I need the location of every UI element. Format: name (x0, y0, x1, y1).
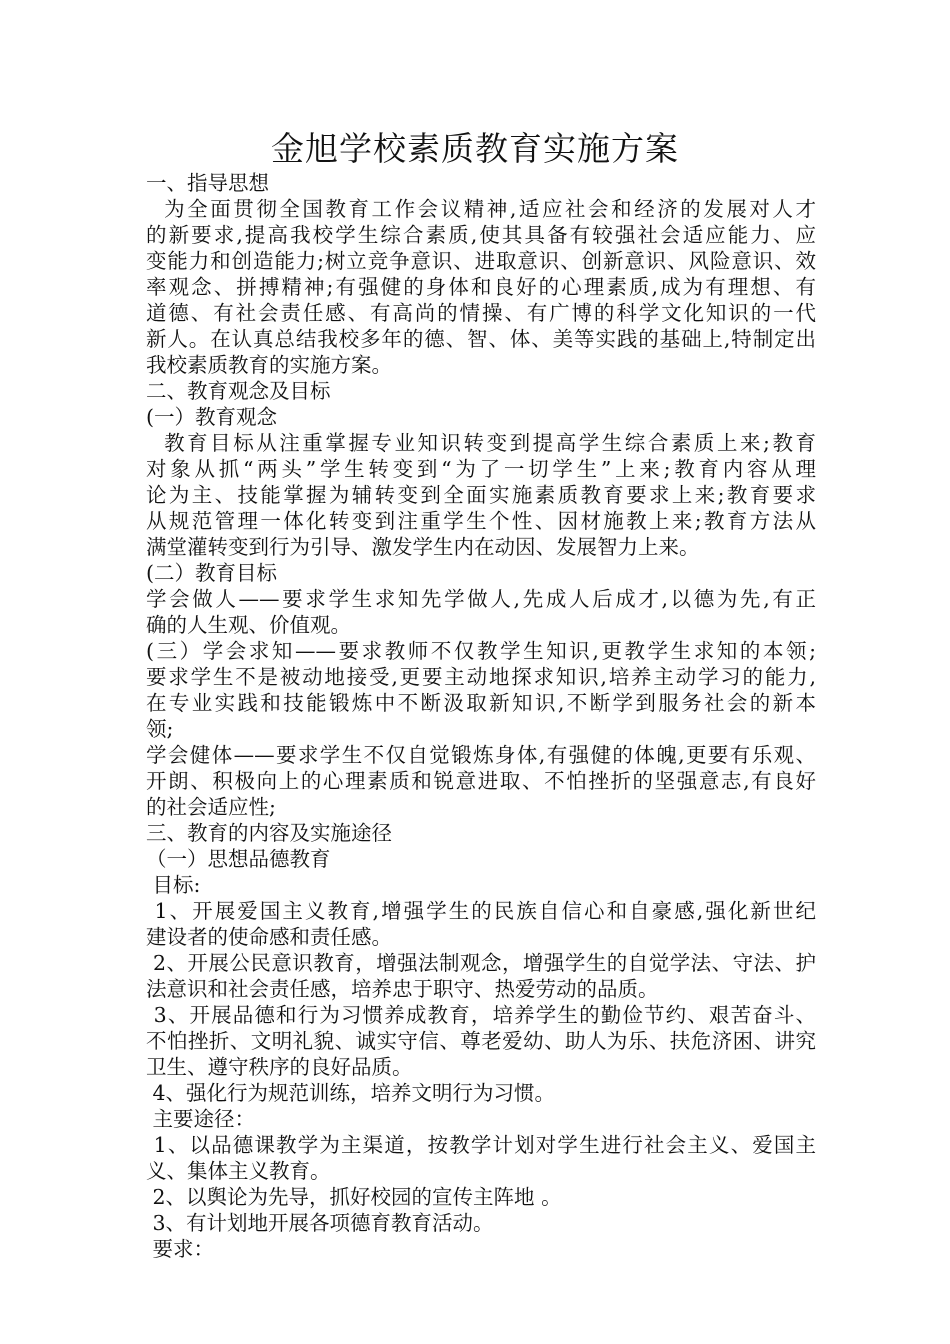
label-requirements: 要求： (146, 1237, 215, 1261)
list-item-line: 法意识和社会责任感，培养忠于职守、热爱劳动的品质。 (146, 977, 659, 1001)
list-item-line: 建设者的使命感和责任感。 (146, 925, 392, 949)
heading-content-methods: 三、教育的内容及实施途径 (146, 821, 392, 845)
paragraph-line: 的社会适应性; (146, 795, 276, 819)
list-item-line: 义、集体主义教育。 (146, 1159, 331, 1183)
list-item-line: 3、开展品德和行为习惯养成教育，培养学生的勤俭节约、艰苦奋斗、 (146, 1003, 816, 1027)
paragraph-line: 的新要求,提高我校学生综合素质,使其具备有较强社会适应能力、应 (146, 223, 816, 247)
paragraph-line: 我校素质教育的实施方案。 (146, 353, 392, 377)
paragraph-line: (三）学会求知——要求教师不仅教学生知识,更教学生求知的本领; (146, 639, 816, 663)
list-item-line: 不怕挫折、文明礼貌、诚实守信、尊老爱幼、助人为乐、扶危济困、讲究 (146, 1029, 816, 1053)
subheading-goals: (二）教育目标 (146, 561, 277, 585)
subheading-concepts: (一）教育观念 (146, 405, 277, 429)
paragraph-line: 教育目标从注重掌握专业知识转变到提高学生综合素质上来;教育 (146, 431, 816, 455)
document-body (146, 170, 816, 1262)
list-item-line: 1、开展爱国主义教育,增强学生的民族自信心和自豪感,强化新世纪 (146, 899, 816, 923)
list-item-line: 3、有计划地开展各项德育教育活动。 (146, 1211, 494, 1235)
paragraph-line: 开朗、积极向上的心理素质和锐意进取、不怕挫折的坚强意志,有良好 (146, 769, 816, 793)
paragraph-line: 学会健体——要求学生不仅自觉锻炼身体,有强健的体魄,更要有乐观、 (146, 743, 816, 767)
document-title: 金旭学校素质教育实施方案 (271, 129, 679, 168)
paragraph-line: 对象从抓“两头”学生转变到“为了一切学生”上来;教育内容从理 (146, 457, 816, 481)
paragraph-line: 为全面贯彻全国教育工作会议精神,适应社会和经济的发展对人才 (146, 197, 816, 221)
paragraph-line: 领; (146, 717, 174, 741)
subheading-moral-education: （一）思想品德教育 (146, 847, 331, 871)
list-item-line: 卫生、遵守秩序的良好品质。 (146, 1055, 413, 1079)
label-main-methods: 主要途径： (146, 1107, 256, 1131)
paragraph-line: 道德、有社会责任感、有高尚的情操、有广博的科学文化知识的一代 (146, 301, 816, 325)
list-item-line: 1、以品德课教学为主渠道，按教学计划对学生进行社会主义、爱国主 (146, 1133, 816, 1157)
paragraph-line: 变能力和创造能力;树立竞争意识、进取意识、创新意识、风险意识、效 (146, 249, 816, 273)
heading-concepts-goals: 二、教育观念及目标 (146, 379, 331, 403)
paragraph-line: 新人。在认真总结我校多年的德、智、体、美等实践的基础上,特制定出 (146, 327, 816, 351)
list-item-line: 2、以舆论为先导，抓好校园的宣传主阵地 。 (146, 1185, 562, 1209)
paragraph-line: 在专业实践和技能锻炼中不断汲取新知识,不断学到服务社会的新本 (146, 691, 816, 715)
heading-guiding-thought: 一、指导思想 (146, 171, 269, 195)
paragraph-line: 满堂灌转变到行为引导、激发学生内在动因、发展智力上来。 (146, 535, 700, 559)
paragraph-line: 率观念、拼搏精神;有强健的身体和良好的心理素质,成为有理想、有 (146, 275, 816, 299)
list-item-line: 2、开展公民意识教育，增强法制观念，增强学生的自觉学法、守法、护 (146, 951, 816, 975)
paragraph-line: 要求学生不是被动地接受,更要主动地探求知识,培养主动学习的能力, (146, 665, 816, 689)
paragraph-line: 确的人生观、价值观。 (146, 613, 351, 637)
paragraph-line: 论为主、技能掌握为辅转变到全面实施素质教育要求上来;教育要求 (146, 483, 816, 507)
list-item-line: 4、强化行为规范训练，培养文明行为习惯。 (146, 1081, 556, 1105)
paragraph-line: 从规范管理一体化转变到注重学生个性、因材施教上来;教育方法从 (146, 509, 816, 533)
paragraph-line: 学会做人——要求学生求知先学做人,先成人后成才,以德为先,有正 (146, 587, 816, 611)
label-objectives: 目标: (146, 873, 201, 897)
